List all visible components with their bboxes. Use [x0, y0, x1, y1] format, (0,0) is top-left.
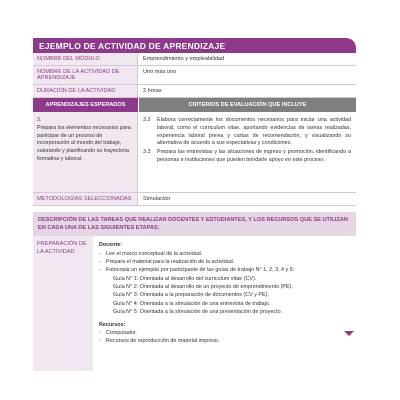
- header-criterios: CRITERIOS DE EVALUACIÓN QUE INCLUYE: [139, 98, 356, 112]
- guia-item: Guía N° 3: Orientada a la preparación de documentos (CV y PE).: [113, 292, 269, 299]
- field-label: NOMBRE DE LA ACTIVIDAD DE APRENDIZAJE: [33, 66, 138, 84]
- continue-arrow-icon: [344, 331, 354, 336]
- bullet-icon: ›: [99, 329, 101, 336]
- page-title: EJEMPLO DE ACTIVIDAD DE APRENDIZAJE: [39, 40, 226, 51]
- criterio-number: 3.2: [143, 117, 151, 123]
- aprendizaje-row: [33, 112, 356, 193]
- criterio-item: [143, 149, 351, 165]
- list-item: [99, 258, 350, 266]
- field-row-duration: [33, 85, 356, 98]
- list-item-text: Computador.: [106, 329, 137, 336]
- recursos-title: Recursos:: [99, 321, 126, 328]
- list-item-text: Recursos de reproducción de material impreso.: [106, 338, 220, 345]
- criterio-text: Prepara las entrevistas y las situaciones de ingreso y promoción, identificando a personas e instituciones que pueden brindarle apoyo en este proceso.: [157, 149, 351, 164]
- field-label: NOMBRE DEL MÓDULO: [33, 53, 138, 65]
- bullet-icon: ›: [99, 250, 101, 257]
- activity-sheet: [33, 38, 356, 371]
- bullet-icon: ›: [99, 338, 101, 345]
- guia-item: Guía N° 2: Orientada al desarrollo de un proyecto de emprendimiento (PE).: [113, 284, 293, 291]
- bullet-icon: ›: [99, 258, 101, 265]
- list-item: [99, 337, 350, 345]
- list-item-text: Prepara el material para la realización de la actividad.: [106, 258, 235, 265]
- field-value: Emprendimiento y empleabilidad: [143, 56, 225, 62]
- preparation-row: [33, 236, 356, 371]
- header-aprendizajes: APRENDIZAJES ESPERADOS: [33, 98, 139, 112]
- field-value: Simulación: [143, 196, 171, 202]
- guia-item: Guía N° 1: Orientada al desarrollo del curriculum vitae (CV).: [113, 275, 257, 282]
- field-value: 2 horas: [143, 88, 162, 94]
- criterio-number: 3.3: [143, 149, 151, 156]
- description-header: DESCRIPCIÓN DE LAS TAREAS QUE REALIZAN DOCENTES Y ESTUDIANTES, Y LOS RECURSOS QUE SE UTILIZAN EN CADA UNA DE LAS SIGUIENTES ETAPAS:: [33, 212, 356, 236]
- criterios-cell: [138, 112, 356, 192]
- criterio-item: [143, 117, 351, 148]
- criterio-text: Elabora correctamente los documentos necesarios para iniciar una actividad laboral, como el curriculum vitae, aportando evidencias de tareas realizadas, experiencia laboral previa y cartas de recomendación, y visualizando su alternativa de acuerdo a sus expectativas y condiciones.: [157, 117, 351, 147]
- docente-title: Docente:: [99, 242, 123, 249]
- list-item-text: Fotocopia un ejemplar por participante de las guías de trabajo N° 1, 2, 3, 4 y 5:: [106, 267, 295, 274]
- list-item: [99, 329, 350, 337]
- list-item: [99, 250, 350, 258]
- preparation-label: PREPARACIÓN DE LA ACTIVIDAD: [33, 236, 93, 371]
- section-headers: [33, 98, 356, 112]
- field-value: Uno más uno: [143, 69, 177, 75]
- list-item: [99, 266, 350, 274]
- aprendizaje-number: 3.: [37, 117, 42, 123]
- aprendizaje-text: Prepara los elementos necesarios para participar de un proceso de incorporación al mundo del trabajo, valorando y planificando su trayectoria formativa y laboral.: [37, 124, 131, 163]
- field-label: DURACIÓN DE LA ACTIVIDAD: [33, 85, 138, 97]
- aprendizaje-cell: [33, 112, 138, 192]
- field-label: METODOLOGÍAS SELECCIONADAS: [33, 193, 138, 205]
- guia-item: Guía N° 4: Orientada a la simulación de una entrevista de trabajo.: [113, 300, 271, 307]
- list-item-text: Lee el marco conceptual de la actividad.: [106, 250, 203, 257]
- field-row-activity-name: [33, 66, 356, 85]
- field-row-module: [33, 53, 356, 66]
- title-bar: [33, 38, 356, 53]
- preparation-content: [93, 236, 356, 371]
- bullet-icon: ›: [99, 267, 101, 274]
- field-row-methodology: [33, 193, 356, 206]
- guia-item: Guía N° 5: Orientada a la simulación de una presentación de proyecto.: [113, 309, 283, 316]
